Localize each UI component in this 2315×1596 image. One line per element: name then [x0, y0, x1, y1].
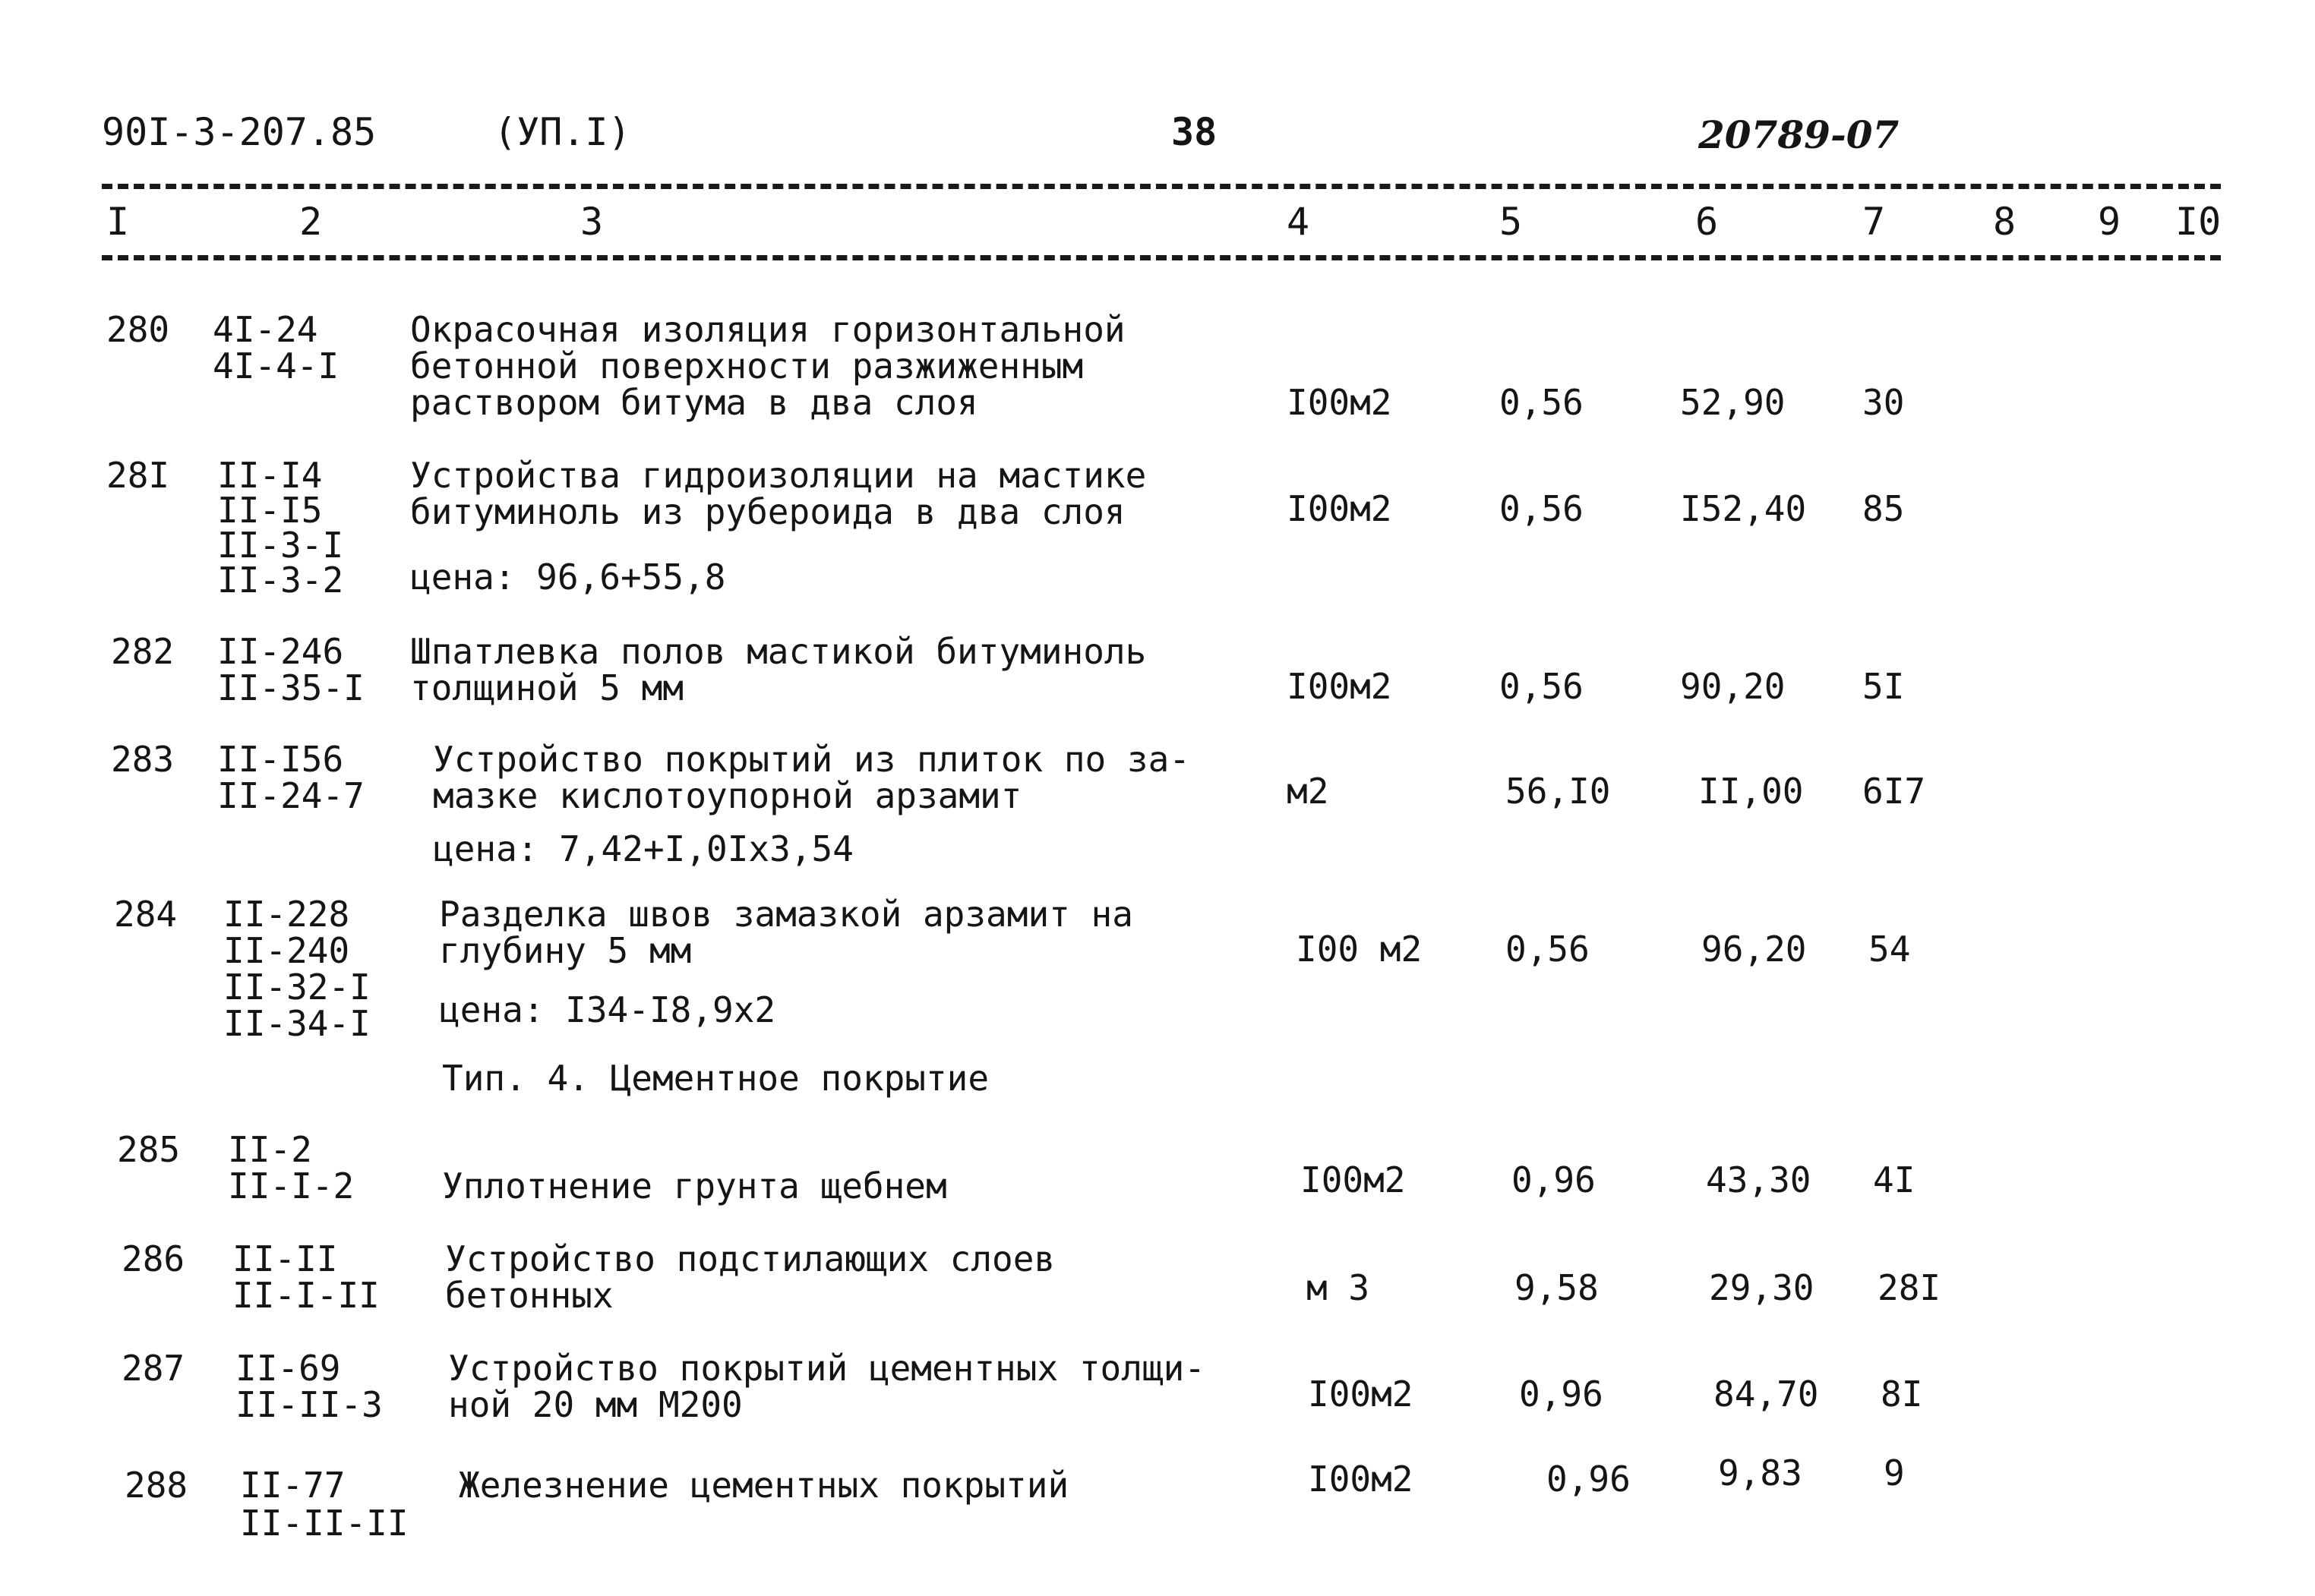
row-280-number: 280 [106, 309, 170, 350]
col-head-7: 7 [1862, 200, 1886, 244]
row-280-total: 30 [1862, 382, 1905, 423]
row-284-code-2: II-240 [223, 930, 350, 971]
row-280-code-1: 4I-24 [213, 309, 318, 350]
row-286-number: 286 [122, 1238, 185, 1279]
row-284-price: 96,20 [1701, 929, 1807, 970]
row-284-desc-2: глубину 5 мм [439, 930, 692, 971]
row-285-code-1: II-2 [228, 1129, 312, 1170]
row-286-desc-2: бетонных [445, 1275, 614, 1316]
row-280-code-2: 4I-4-I [213, 345, 340, 386]
row-281-price-note: цена: 96,6+55,8 [410, 557, 726, 598]
row-280-price: 52,90 [1680, 382, 1786, 423]
row-288-desc-1: Железнение цементных покрытий [459, 1465, 1069, 1506]
row-287-desc-2: ной 20 мм М200 [448, 1384, 743, 1425]
row-282-number: 282 [111, 631, 175, 672]
col-head-3: 3 [580, 200, 604, 244]
row-281-price: I52,40 [1680, 488, 1807, 529]
row-286-qty: 9,58 [1514, 1267, 1599, 1308]
row-282-price: 90,20 [1680, 666, 1786, 707]
row-286-price: 29,30 [1709, 1267, 1814, 1308]
col-head-1: I [106, 200, 130, 244]
row-280-desc-3: раствором битума в два слоя [410, 382, 978, 423]
row-288-number: 288 [125, 1465, 188, 1506]
row-288-total: 9 [1884, 1452, 1905, 1493]
row-282-unit: I00м2 [1287, 666, 1392, 707]
col-head-9: 9 [2098, 200, 2121, 244]
row-286-code-2: II-I-II [232, 1275, 380, 1316]
row-280-unit: I00м2 [1287, 382, 1392, 423]
row-282-code-1: II-246 [217, 631, 344, 672]
row-281-qty: 0,56 [1499, 488, 1584, 529]
row-284-unit: I00 м2 [1296, 929, 1423, 970]
row-284-code-1: II-228 [223, 894, 350, 935]
row-288-price: 9,83 [1718, 1452, 1802, 1493]
row-285-price: 43,30 [1706, 1159, 1811, 1200]
row-283-price: II,00 [1698, 771, 1804, 812]
col-head-6: 6 [1695, 200, 1719, 244]
row-286-unit: м 3 [1306, 1267, 1370, 1308]
row-287-price: 84,70 [1713, 1374, 1819, 1415]
row-284-code-3: II-32-I [223, 967, 371, 1008]
row-286-code-1: II-II [232, 1238, 338, 1279]
row-284-qty: 0,56 [1505, 929, 1590, 970]
row-283-desc-2: мазке кислотоупорной арзамит [433, 775, 1022, 816]
row-288-unit: I00м2 [1308, 1459, 1413, 1500]
section-title: Тип. 4. Цементное покрытие [442, 1058, 990, 1099]
row-284-price-note: цена: I34-I8,9х2 [439, 989, 776, 1030]
row-282-qty: 0,56 [1499, 666, 1584, 707]
row-287-desc-1: Устройство покрытий цементных толщи- [448, 1348, 1205, 1389]
row-281-total: 85 [1862, 488, 1905, 529]
col-head-5: 5 [1499, 200, 1523, 244]
row-281-code-3: II-3-I [217, 525, 344, 566]
row-285-desc-1: Уплотнение грунта щебнем [442, 1165, 947, 1206]
row-286-desc-1: Устройство подстилающих слоев [445, 1238, 1056, 1279]
row-285-code-2: II-I-2 [228, 1165, 355, 1206]
row-287-qty: 0,96 [1519, 1374, 1603, 1415]
row-281-desc-1: Устройства гидроизоляции на мастике [410, 455, 1147, 496]
row-284-code-4: II-34-I [223, 1003, 371, 1044]
row-282-total: 5I [1862, 666, 1905, 707]
inventory-number: 20789-07 [1698, 112, 1900, 157]
row-283-code-1: II-I56 [217, 739, 344, 780]
row-283-price-note: цена: 7,42+I,0Iх3,54 [433, 828, 854, 869]
row-281-number: 28I [106, 455, 170, 496]
col-head-4: 4 [1287, 200, 1310, 244]
row-281-code-1: II-I4 [217, 455, 323, 496]
row-280-qty: 0,56 [1499, 382, 1584, 423]
row-284-total: 54 [1868, 929, 1911, 970]
row-286-total: 28I [1878, 1267, 1941, 1308]
row-284-number: 284 [114, 894, 178, 935]
row-287-code-1: II-69 [235, 1348, 341, 1389]
row-281-unit: I00м2 [1287, 488, 1392, 529]
row-284-desc-1: Разделка швов замазкой арзамит на [439, 894, 1133, 935]
row-281-code-2: II-I5 [217, 490, 323, 531]
row-282-desc-1: Шпатлевка полов мастикой битуминоль [410, 631, 1147, 672]
row-288-code-1: II-77 [240, 1465, 346, 1506]
col-head-8: 8 [1993, 200, 2017, 244]
row-280-desc-2: бетонной поверхности разжиженным [410, 345, 1084, 386]
row-283-total: 6I7 [1862, 771, 1926, 812]
top-dashed-rule [102, 184, 2221, 189]
row-285-unit: I00м2 [1300, 1159, 1406, 1200]
row-287-number: 287 [122, 1348, 185, 1389]
row-287-total: 8I [1881, 1374, 1923, 1415]
row-285-number: 285 [117, 1129, 181, 1170]
row-280-desc-1: Окрасочная изоляция горизонтальной [410, 309, 1126, 350]
col-head-10: I0 [2175, 200, 2222, 244]
row-285-total: 4I [1873, 1159, 1915, 1200]
header-dashed-rule [102, 255, 2221, 260]
row-287-code-2: II-II-3 [235, 1384, 383, 1425]
row-283-number: 283 [111, 739, 175, 780]
row-283-code-2: II-24-7 [217, 775, 365, 816]
row-288-code-2: II-II-II [240, 1503, 409, 1544]
row-287-unit: I00м2 [1308, 1374, 1413, 1415]
doc-code: 90I-3-207.85 [102, 110, 377, 154]
row-285-qty: 0,96 [1511, 1159, 1596, 1200]
col-head-2: 2 [299, 200, 323, 244]
page-number: 38 [1171, 110, 1218, 154]
row-283-desc-1: Устройство покрытий из плиток по за- [433, 739, 1190, 780]
row-282-desc-2: толщиной 5 мм [410, 667, 684, 708]
row-283-qty: 56,I0 [1505, 771, 1611, 812]
row-282-code-2: II-35-I [217, 667, 365, 708]
sheet-label: (УП.I) [494, 110, 631, 154]
row-283-unit: м2 [1287, 771, 1329, 812]
row-288-qty: 0,96 [1546, 1459, 1631, 1500]
row-281-desc-2: битуминоль из рубероида в два слоя [410, 491, 1126, 532]
row-281-code-4: II-3-2 [217, 560, 344, 601]
